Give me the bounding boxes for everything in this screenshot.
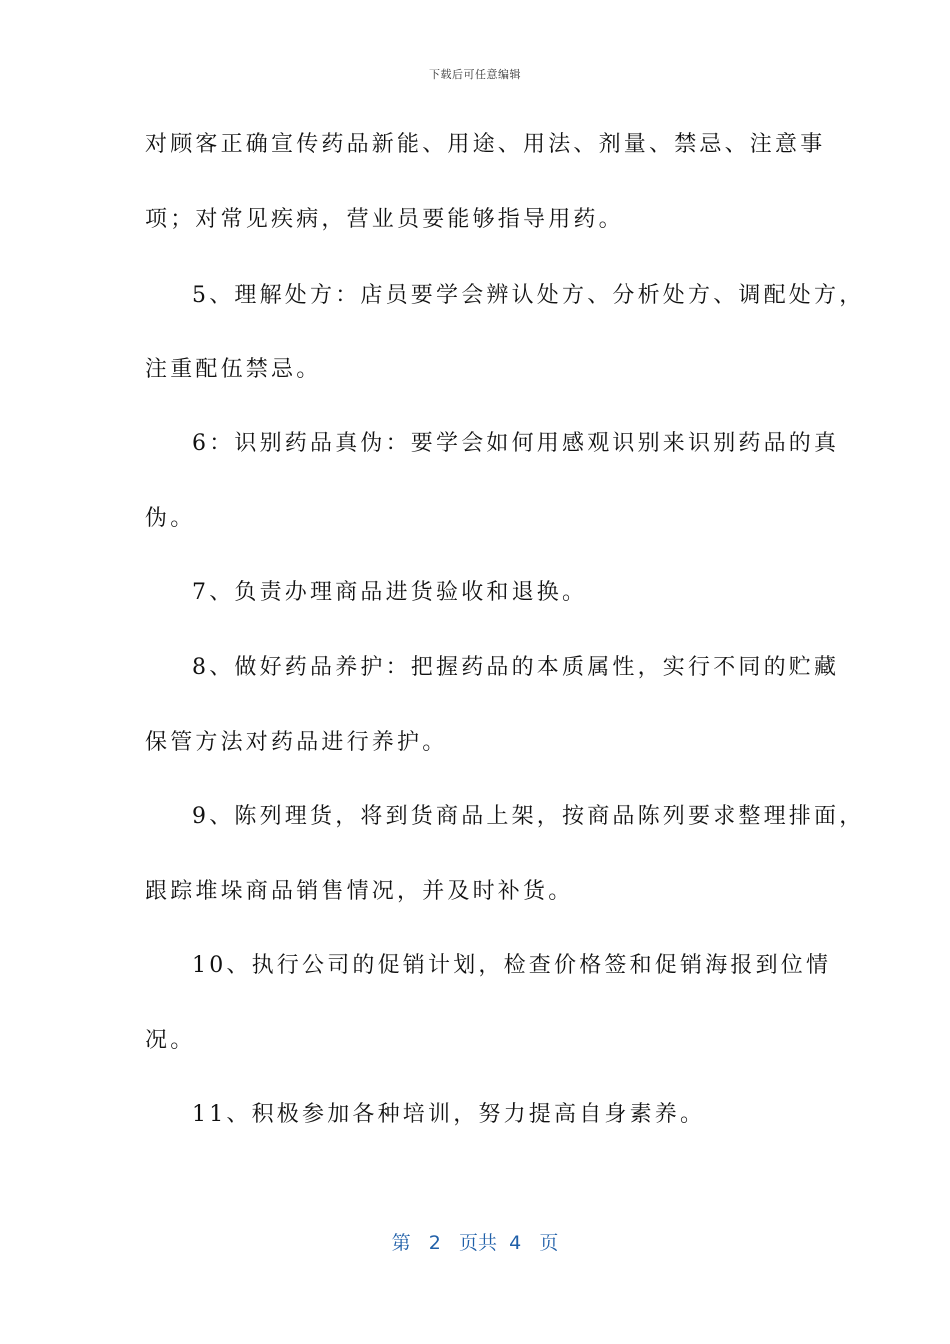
body-line: 5、理解处方：店员要学会辨认处方、分析处方、调配处方，: [192, 283, 865, 308]
body-line: 9、陈列理货，将到货商品上架，按商品陈列要求整理排面，: [192, 804, 865, 829]
footer-middle: 页共: [459, 1232, 498, 1254]
body-line: 保管方法对药品进行养护。: [145, 730, 448, 755]
body-line: 况。: [145, 1028, 196, 1053]
page-footer: [0, 1228, 950, 1255]
body-line: 跟踪堆垛商品销售情况，并及时补货。: [145, 879, 574, 904]
body-line: 对顾客正确宣传药品新能、用途、用法、剂量、禁忌、注意事: [145, 132, 826, 157]
body-line: 10、执行公司的促销计划，检查价格签和促销海报到位情: [192, 953, 832, 978]
body-line: 6：识别药品真伪：要学会如何用感观识别来识别药品的真: [192, 431, 840, 456]
footer-total-pages: 4: [509, 1232, 522, 1254]
body-line: 项；对常见疾病，营业员要能够指导用药。: [145, 207, 624, 232]
body-line: 11、积极参加各种培训，努力提高自身素养。: [192, 1102, 706, 1127]
body-line: 7、负责办理商品进货验收和退换。: [192, 580, 588, 605]
footer-prefix: 第: [391, 1232, 411, 1254]
page-header: 下载后可任意编辑: [429, 68, 521, 81]
body-line: 伪。: [145, 506, 196, 531]
body-line: 注重配伍禁忌。: [145, 357, 322, 382]
footer-suffix: 页: [539, 1232, 559, 1254]
body-line: 8、做好药品养护：把握药品的本质属性，实行不同的贮藏: [192, 655, 840, 680]
footer-current-page: 2: [428, 1232, 441, 1254]
